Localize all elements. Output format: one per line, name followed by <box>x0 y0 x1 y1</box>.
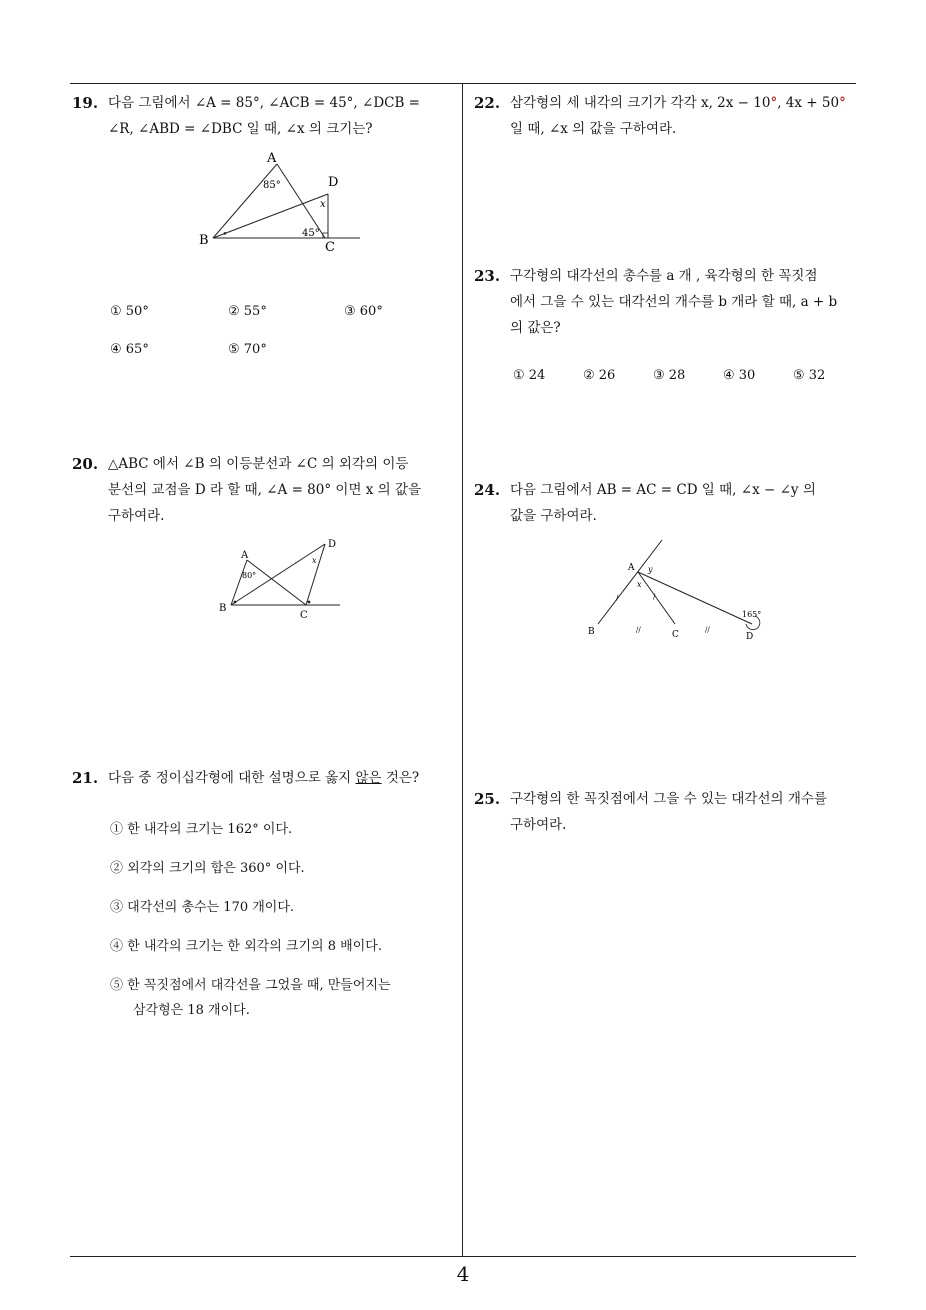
underlined-word: 않은 <box>355 770 382 786</box>
question-number: 19. <box>72 94 99 112</box>
choice-1[interactable]: ① 24 <box>513 368 546 383</box>
question-text-line: 다음 그림에서 AB = AC = CD 일 때, ∠x − ∠y 의 <box>510 482 816 498</box>
question-25 <box>474 786 864 838</box>
column-divider <box>462 83 463 1257</box>
choice-3[interactable]: ③ 60° <box>344 304 383 319</box>
option-4[interactable]: ④ 한 내각의 크기는 한 외각의 크기의 8 배이다. <box>110 939 382 954</box>
q19-figure <box>195 150 365 255</box>
option-3[interactable]: ③ 대각선의 총수는 170 개이다. <box>110 900 295 915</box>
bottom-rule <box>70 1256 856 1257</box>
choice-1[interactable]: ① 50° <box>110 304 149 319</box>
tick-mark: // <box>705 626 710 634</box>
question-text-line: 분선의 교점을 D 라 할 때, ∠A = 80° 이면 x 의 값을 <box>108 482 422 498</box>
question-text-line: 구하여라. <box>510 817 567 833</box>
option-5[interactable]: ⑤ 한 꼭짓점에서 대각선을 그었을 때, 만들어지는 <box>110 978 391 993</box>
point-label-c: C <box>300 610 308 621</box>
degree-mark: ° <box>839 95 846 111</box>
point-label-a: A <box>267 151 277 166</box>
point-label-b: B <box>219 603 227 614</box>
question-text-line: 다음 그림에서 ∠A = 85°, ∠ACB = 45°, ∠DCB = <box>108 95 420 111</box>
question-text-line: 일 때, ∠x 의 값을 구하여라. <box>510 121 677 137</box>
choice-2[interactable]: ② 55° <box>228 304 267 319</box>
tick-mark: / <box>653 593 656 601</box>
question-number: 23. <box>474 267 501 285</box>
question-text: 다음 중 정이십각형에 대한 설명으로 옳지 <box>108 770 356 786</box>
option-2[interactable]: ② 외각의 크기의 합은 360° 이다. <box>110 861 305 876</box>
question-24 <box>474 477 864 529</box>
question-number: 22. <box>474 94 501 112</box>
angle-label-x: x <box>312 556 317 565</box>
tick-mark: // <box>636 626 641 634</box>
q20-figure <box>215 536 345 621</box>
point-label-d: D <box>328 539 337 550</box>
angle-label-a: 80° <box>242 571 257 580</box>
point-label-a: A <box>241 550 249 561</box>
question-23 <box>474 263 864 341</box>
choice-5[interactable]: ⑤ 70° <box>228 342 267 357</box>
question-number: 21. <box>72 769 99 787</box>
point-label-b: B <box>588 627 595 637</box>
angle-label-a: 85° <box>263 180 281 191</box>
page-number: 4 <box>456 1262 470 1286</box>
degree-mark: ° <box>770 95 778 111</box>
top-rule <box>70 83 856 84</box>
point-label-a: A <box>628 563 635 573</box>
question-text-line: △ABC 에서 ∠B 의 이등분선과 ∠C 의 외각의 이등 <box>108 456 409 472</box>
question-22 <box>474 90 864 142</box>
point-label-c: C <box>325 240 335 255</box>
question-text-line: 에서 그을 수 있는 대각선의 개수를 b 개라 할 때, a + b <box>510 294 838 310</box>
option-1[interactable]: ① 한 내각의 크기는 162° 이다. <box>110 822 293 837</box>
question-text-line: 의 값은? <box>510 320 561 336</box>
tick-mark: / <box>616 594 619 602</box>
point-label-d: D <box>746 632 754 642</box>
question-number: 25. <box>474 790 501 808</box>
choice-3[interactable]: ③ 28 <box>653 368 686 383</box>
question-number: 24. <box>474 481 501 499</box>
angle-label-x: x <box>637 580 642 589</box>
choice-4[interactable]: ④ 65° <box>110 342 149 357</box>
angle-label-c: 45° <box>302 228 320 239</box>
question-21 <box>72 765 458 791</box>
angle-label-y: y <box>648 565 653 574</box>
option-5-continued: 삼각형은 18 개이다. <box>133 1003 250 1018</box>
angle-label-x: x <box>320 199 326 210</box>
question-text-line: 구각형의 한 꼭짓점에서 그을 수 있는 대각선의 개수를 <box>510 791 827 807</box>
point-label-b: B <box>199 233 209 248</box>
q24-figure <box>580 536 780 646</box>
question-text-line: 구각형의 대각선의 총수를 a 개 , 육각형의 한 꼭짓점 <box>510 268 818 284</box>
point-label-c: C <box>672 630 679 640</box>
question-text-line: 구하여라. <box>108 508 165 524</box>
choice-4[interactable]: ④ 30 <box>723 368 756 383</box>
question-20 <box>72 451 458 529</box>
question-text-line: ∠R, ∠ABD = ∠DBC 일 때, ∠x 의 크기는? <box>108 121 373 137</box>
question-number: 20. <box>72 455 99 473</box>
point-label-d: D <box>328 175 339 190</box>
question-text: 것은? <box>381 770 420 786</box>
question-19 <box>72 90 458 142</box>
choice-5[interactable]: ⑤ 32 <box>793 368 826 383</box>
angle-label-d: 165° <box>742 610 762 619</box>
question-text-line: 삼각형의 세 내각의 크기가 각각 x, 2x − 10°, 4x + 50° <box>510 95 846 111</box>
angle-mark: ° <box>223 231 227 240</box>
choice-2[interactable]: ② 26 <box>583 368 616 383</box>
question-text-line: 값을 구하여라. <box>510 508 597 524</box>
